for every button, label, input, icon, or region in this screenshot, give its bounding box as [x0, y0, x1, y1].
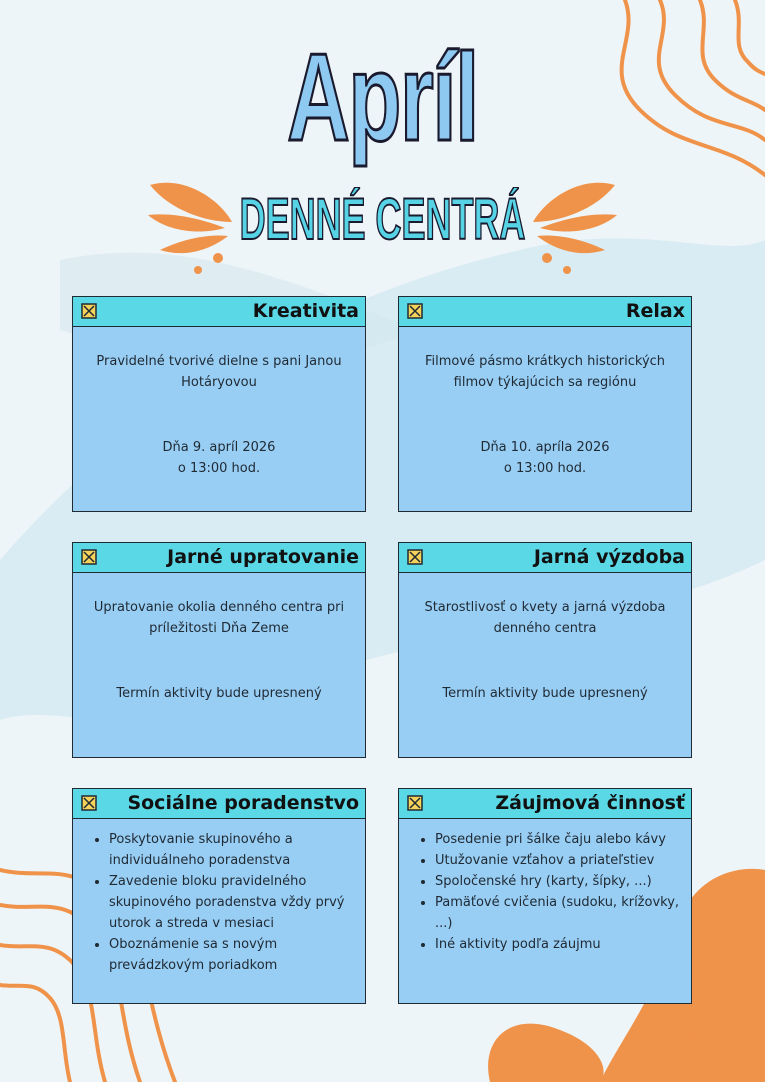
- card-date: Dňa 10. apríla 2026: [480, 440, 610, 455]
- list-item: • Pamäťové cvičenia (sudoku, krížovky, ...): [435, 892, 683, 934]
- card-jarne-upratovanie: [72, 542, 366, 758]
- card-time: o 13:00 hod.: [503, 461, 587, 476]
- page-title: Apríl: [287, 29, 478, 167]
- card-description: Pravidelné tvorivé dielne s pani Janou Hotáryovou: [96, 354, 342, 390]
- card-title: Jarné upratovanie: [167, 546, 359, 568]
- card-header: [399, 543, 691, 573]
- card-header: [73, 297, 365, 327]
- card-jarna-vyzdoba: [398, 542, 692, 758]
- card-header: [399, 789, 691, 819]
- card-description: Starostlivosť o kvety a jarná výzdoba denného centra: [424, 600, 666, 636]
- checkbox-x-icon: [407, 795, 423, 811]
- page-subtitle: DENNÉ CENTRÁ: [239, 187, 526, 252]
- card-header: [73, 543, 365, 573]
- checkbox-x-icon: [81, 795, 97, 811]
- card-time: o 13:00 hod.: [177, 461, 261, 476]
- card-title: Sociálne poradenstvo: [127, 792, 359, 814]
- list-item: • Zavedenie bloku pravidelného skupinového poradenstva vždy prvý utorok a streda v mesiaci: [109, 871, 357, 934]
- card-title: Jarná výzdoba: [533, 546, 685, 568]
- card-header: [399, 297, 691, 327]
- checkbox-x-icon: [407, 549, 423, 565]
- bullet-list: [399, 819, 691, 955]
- card-description: Filmové pásmo krátkych historických filmov týkajúcich sa regiónu: [424, 354, 666, 390]
- card-title: Záujmová činnosť: [495, 792, 685, 814]
- card-description: Upratovanie okolia denného centra pri príležitosti Dňa Zeme: [93, 600, 345, 636]
- checkbox-x-icon: [81, 549, 97, 565]
- card-title: Relax: [625, 300, 685, 322]
- card-title: Kreativita: [252, 300, 359, 322]
- list-item: • Utužovanie vzťahov a priateľstiev: [435, 850, 683, 871]
- card-note: Termín aktivity bude upresnený: [116, 686, 322, 701]
- checkbox-x-icon: [407, 303, 423, 319]
- card-relax: [398, 296, 692, 512]
- card-header: [73, 789, 365, 819]
- list-item: • Posedenie pri šálke čaju alebo kávy: [435, 829, 683, 850]
- checkbox-x-icon: [81, 303, 97, 319]
- card-socialne-poradenstvo: [72, 788, 366, 1004]
- list-item: • Oboznámenie sa s novým prevádzkovým poriadkom: [109, 934, 357, 976]
- card-kreativita: [72, 296, 366, 512]
- list-item: • Iné aktivity podľa záujmu: [435, 934, 683, 955]
- list-item: • Spoločenské hry (karty, šípky, ...): [435, 871, 683, 892]
- card-date: Dňa 9. apríl 2026: [162, 440, 276, 455]
- card-zaujmova-cinnost: [398, 788, 692, 1004]
- card-note: Termín aktivity bude upresnený: [442, 686, 648, 701]
- list-item: • Poskytovanie skupinového a individuálneho poradenstva: [109, 829, 357, 871]
- bullet-list: [73, 819, 365, 976]
